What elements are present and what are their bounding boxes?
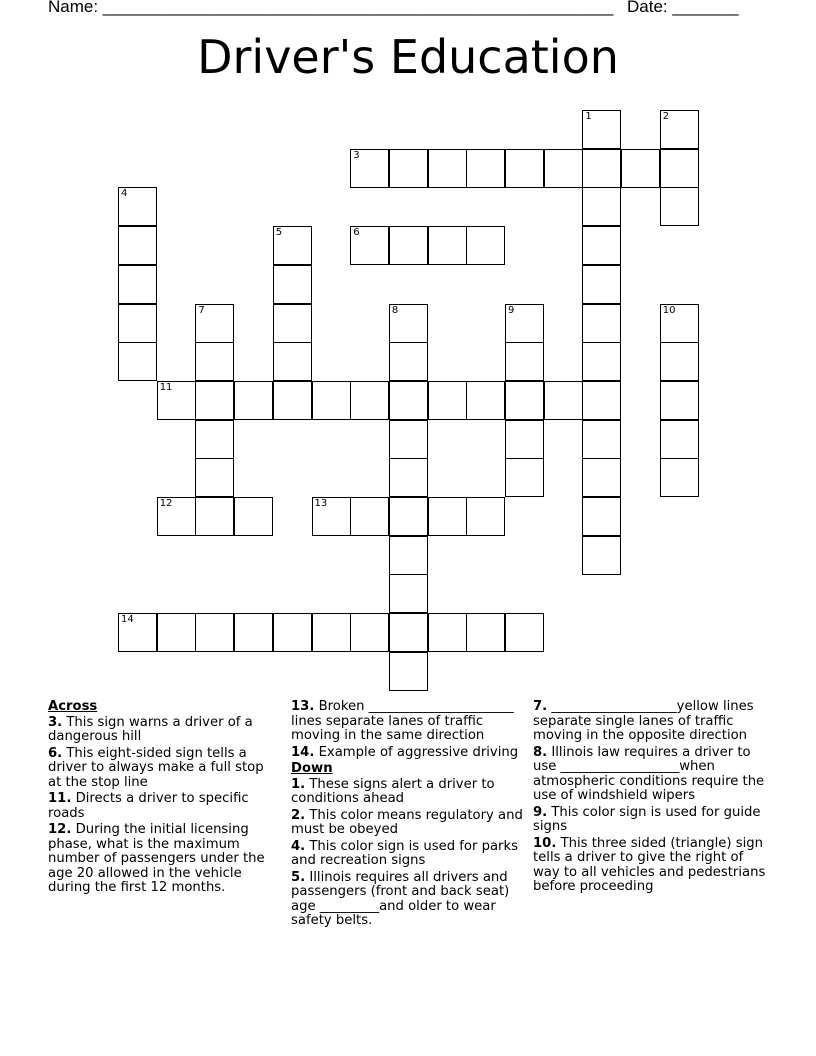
clue-number: 5. (291, 869, 306, 885)
crossword-cell[interactable] (389, 574, 428, 613)
name-field-line: Name: ______________________________________________________ (48, 0, 614, 16)
crossword-cell[interactable] (273, 613, 312, 652)
crossword-cell[interactable] (195, 458, 234, 497)
clue-number: 3. (48, 714, 63, 730)
clue-number: 11. (48, 791, 72, 806)
crossword-cell[interactable] (582, 381, 621, 420)
clue-text: This sign warns a driver of a dangerous hill (48, 714, 253, 744)
clues-column-1 (48, 700, 278, 898)
crossword-cell[interactable] (118, 342, 157, 381)
crossword-cell[interactable] (389, 536, 428, 575)
down-heading: Down (291, 761, 333, 776)
clue-number-label: 4 (121, 188, 128, 200)
clue-number: 10. (533, 835, 557, 851)
crossword-cell[interactable] (273, 265, 312, 304)
crossword-cell[interactable] (582, 497, 621, 536)
clue-number-label: 8 (391, 304, 399, 316)
crossword-cell[interactable] (389, 420, 428, 459)
crossword-cell[interactable] (466, 381, 505, 420)
crossword-cell[interactable] (505, 342, 544, 381)
crossword-cell[interactable] (118, 613, 157, 652)
crossword-cell[interactable] (195, 613, 234, 652)
crossword-cell[interactable] (428, 226, 467, 265)
crossword-cell[interactable] (660, 458, 699, 497)
crossword-cell[interactable] (118, 265, 157, 304)
across-clue-3 (48, 716, 278, 745)
crossword-cell[interactable] (466, 613, 505, 652)
crossword-cell[interactable] (582, 342, 621, 381)
crossword-cell[interactable] (428, 497, 467, 536)
crossword-cell[interactable] (118, 226, 157, 265)
across-clue-6 (48, 747, 278, 791)
crossword-cell[interactable] (660, 381, 699, 420)
clue-text: Illinois law requires a driver to use __________________when atmospheric conditions require the use of windshield wipers (533, 744, 765, 803)
crossword-cell[interactable] (582, 149, 621, 188)
clue-text: This eight-sided sign tells a driver to always make a full stop at the stop line (48, 745, 264, 790)
crossword-cell[interactable] (582, 420, 621, 459)
down-clue-9 (533, 806, 769, 835)
crossword-cell[interactable] (195, 497, 234, 536)
crossword-cell[interactable] (582, 226, 621, 265)
clue-number: 4. (291, 838, 306, 854)
crossword-cell[interactable] (582, 110, 621, 149)
clue-number: 12. (48, 822, 72, 837)
crossword-cell[interactable] (389, 304, 428, 343)
crossword-cell[interactable] (621, 149, 660, 188)
crossword-cell[interactable] (389, 652, 428, 691)
crossword-cell[interactable] (195, 342, 234, 381)
clue-number-label: 9 (508, 304, 515, 316)
down-clue-2 (291, 809, 527, 838)
clue-number-label: 1 (585, 111, 592, 122)
crossword-cell[interactable] (389, 613, 428, 652)
clue-text: This three sided (triangle) sign tells a driver to give the right of way to all vehicles and pedestrians before proceeding (533, 835, 766, 894)
crossword-cell[interactable] (389, 342, 428, 381)
page-title: Driver's Education (197, 30, 619, 84)
crossword-cell[interactable] (466, 149, 505, 188)
crossword-cell[interactable] (195, 304, 234, 343)
crossword-cell[interactable] (660, 304, 699, 343)
across-clue-13 (291, 700, 527, 744)
crossword-cell[interactable] (389, 458, 428, 497)
clue-number-label: 14 (121, 614, 134, 626)
clue-number-label: 5 (275, 227, 283, 239)
crossword-cell[interactable] (157, 613, 196, 652)
crossword-cell[interactable] (234, 497, 273, 536)
crossword-cell[interactable] (544, 149, 583, 188)
crossword-cell[interactable] (195, 420, 234, 459)
crossword-cell[interactable] (389, 149, 428, 188)
crossword-cell[interactable] (157, 381, 196, 420)
crossword-cell[interactable] (118, 304, 157, 343)
clue-number-label: 10 (662, 304, 676, 316)
clue-number-label: 11 (159, 381, 173, 393)
crossword-cell[interactable] (350, 381, 389, 420)
down-clue-1 (291, 778, 527, 807)
clue-number: 7. (533, 699, 548, 714)
crossword-cell[interactable] (389, 381, 428, 420)
clue-number-label: 6 (353, 227, 360, 239)
crossword-cell[interactable] (505, 304, 544, 343)
crossword-cell[interactable] (389, 497, 428, 536)
across-heading: Across (48, 699, 98, 714)
crossword-cell[interactable] (273, 381, 312, 420)
down-clue-10 (533, 837, 769, 895)
crossword-cell[interactable] (660, 149, 699, 188)
clue-text: During the initial licensing phase, what is the maximum number of passengers under the age 20 allowed in the vehicle during the first 12 months. (48, 822, 265, 895)
crossword-cell[interactable] (118, 187, 157, 226)
crossword-cell[interactable] (350, 149, 389, 188)
crossword-cell[interactable] (428, 381, 467, 420)
clue-number: 1. (291, 776, 306, 792)
clue-number: 14. (291, 744, 315, 760)
down-clue-7 (533, 700, 769, 744)
clue-number-label: 3 (353, 149, 360, 161)
clue-text: This color means regulatory and must be obeyed (291, 807, 523, 837)
clue-text: Illinois requires all drivers and passengers (front and back seat) age _________and older to wear safety belts. (291, 869, 510, 928)
crossword-cell[interactable] (312, 613, 351, 652)
crossword-cell[interactable] (466, 226, 505, 265)
crossword-cell[interactable] (234, 381, 273, 420)
across-clue-12 (48, 823, 278, 896)
down-clue-4 (291, 840, 527, 869)
crossword-cell[interactable] (157, 497, 196, 536)
crossword-cell[interactable] (660, 342, 699, 381)
crossword-cell[interactable] (544, 381, 583, 420)
crossword-cell[interactable] (195, 381, 234, 420)
crossword-cell[interactable] (273, 304, 312, 343)
clue-number-label: 12 (159, 498, 173, 509)
clue-number: 2. (291, 807, 306, 823)
clue-number-label: 13 (314, 498, 328, 509)
crossword-cell[interactable] (582, 536, 621, 575)
clue-text: This color sign is used for parks and recreation signs (291, 838, 518, 868)
crossword-cell[interactable] (660, 420, 699, 459)
crossword-cell[interactable] (350, 613, 389, 652)
clue-number: 8. (533, 744, 548, 760)
crossword-cell[interactable] (660, 110, 699, 149)
crossword-cell[interactable] (505, 381, 544, 420)
crossword-cell[interactable] (273, 226, 312, 265)
clue-number: 9. (533, 804, 548, 820)
crossword-cell[interactable] (234, 613, 273, 652)
clue-text: Directs a driver to specific roads (48, 791, 249, 821)
crossword-cell[interactable] (466, 497, 505, 536)
across-clue-14 (291, 746, 527, 761)
crossword-cell[interactable] (505, 458, 544, 497)
clue-text: ___________________yellow lines separate single lanes of traffic moving in the opposite direction (533, 699, 754, 743)
clue-text: These signs alert a driver to conditions ahead (291, 776, 495, 806)
crossword-cell[interactable] (273, 342, 312, 381)
clues-column-2 (291, 700, 527, 931)
crossword-cell[interactable] (312, 381, 351, 420)
down-clue-8 (533, 746, 769, 804)
crossword-cell[interactable] (505, 613, 544, 652)
crossword-cell[interactable] (428, 613, 467, 652)
clue-number: 6. (48, 745, 63, 761)
clue-number-label: 7 (198, 304, 205, 316)
clues-column-3 (533, 700, 769, 897)
crossword-cell[interactable] (505, 149, 544, 188)
crossword-cell[interactable] (582, 265, 621, 304)
clue-number-label: 2 (662, 111, 670, 122)
crossword-cell[interactable] (389, 226, 428, 265)
date-field-line: Date: _______ (627, 0, 739, 16)
crossword-cell[interactable] (312, 497, 351, 536)
clue-number: 13. (291, 699, 315, 714)
crossword-cell[interactable] (582, 458, 621, 497)
crossword-cell[interactable] (505, 420, 544, 459)
clue-text: This color sign is used for guide signs (533, 804, 761, 834)
clue-text: Broken ______________________ lines separate lanes of traffic moving in the same direction (291, 699, 514, 743)
crossword-cell[interactable] (582, 187, 621, 226)
crossword-cell[interactable] (350, 226, 389, 265)
across-clue-11 (48, 792, 278, 821)
crossword-cell[interactable] (428, 149, 467, 188)
down-clue-5 (291, 871, 527, 929)
crossword-cell[interactable] (350, 497, 389, 536)
crossword-cell[interactable] (582, 304, 621, 343)
crossword-cell[interactable] (660, 187, 699, 226)
clue-text: Example of aggressive driving (314, 744, 519, 760)
